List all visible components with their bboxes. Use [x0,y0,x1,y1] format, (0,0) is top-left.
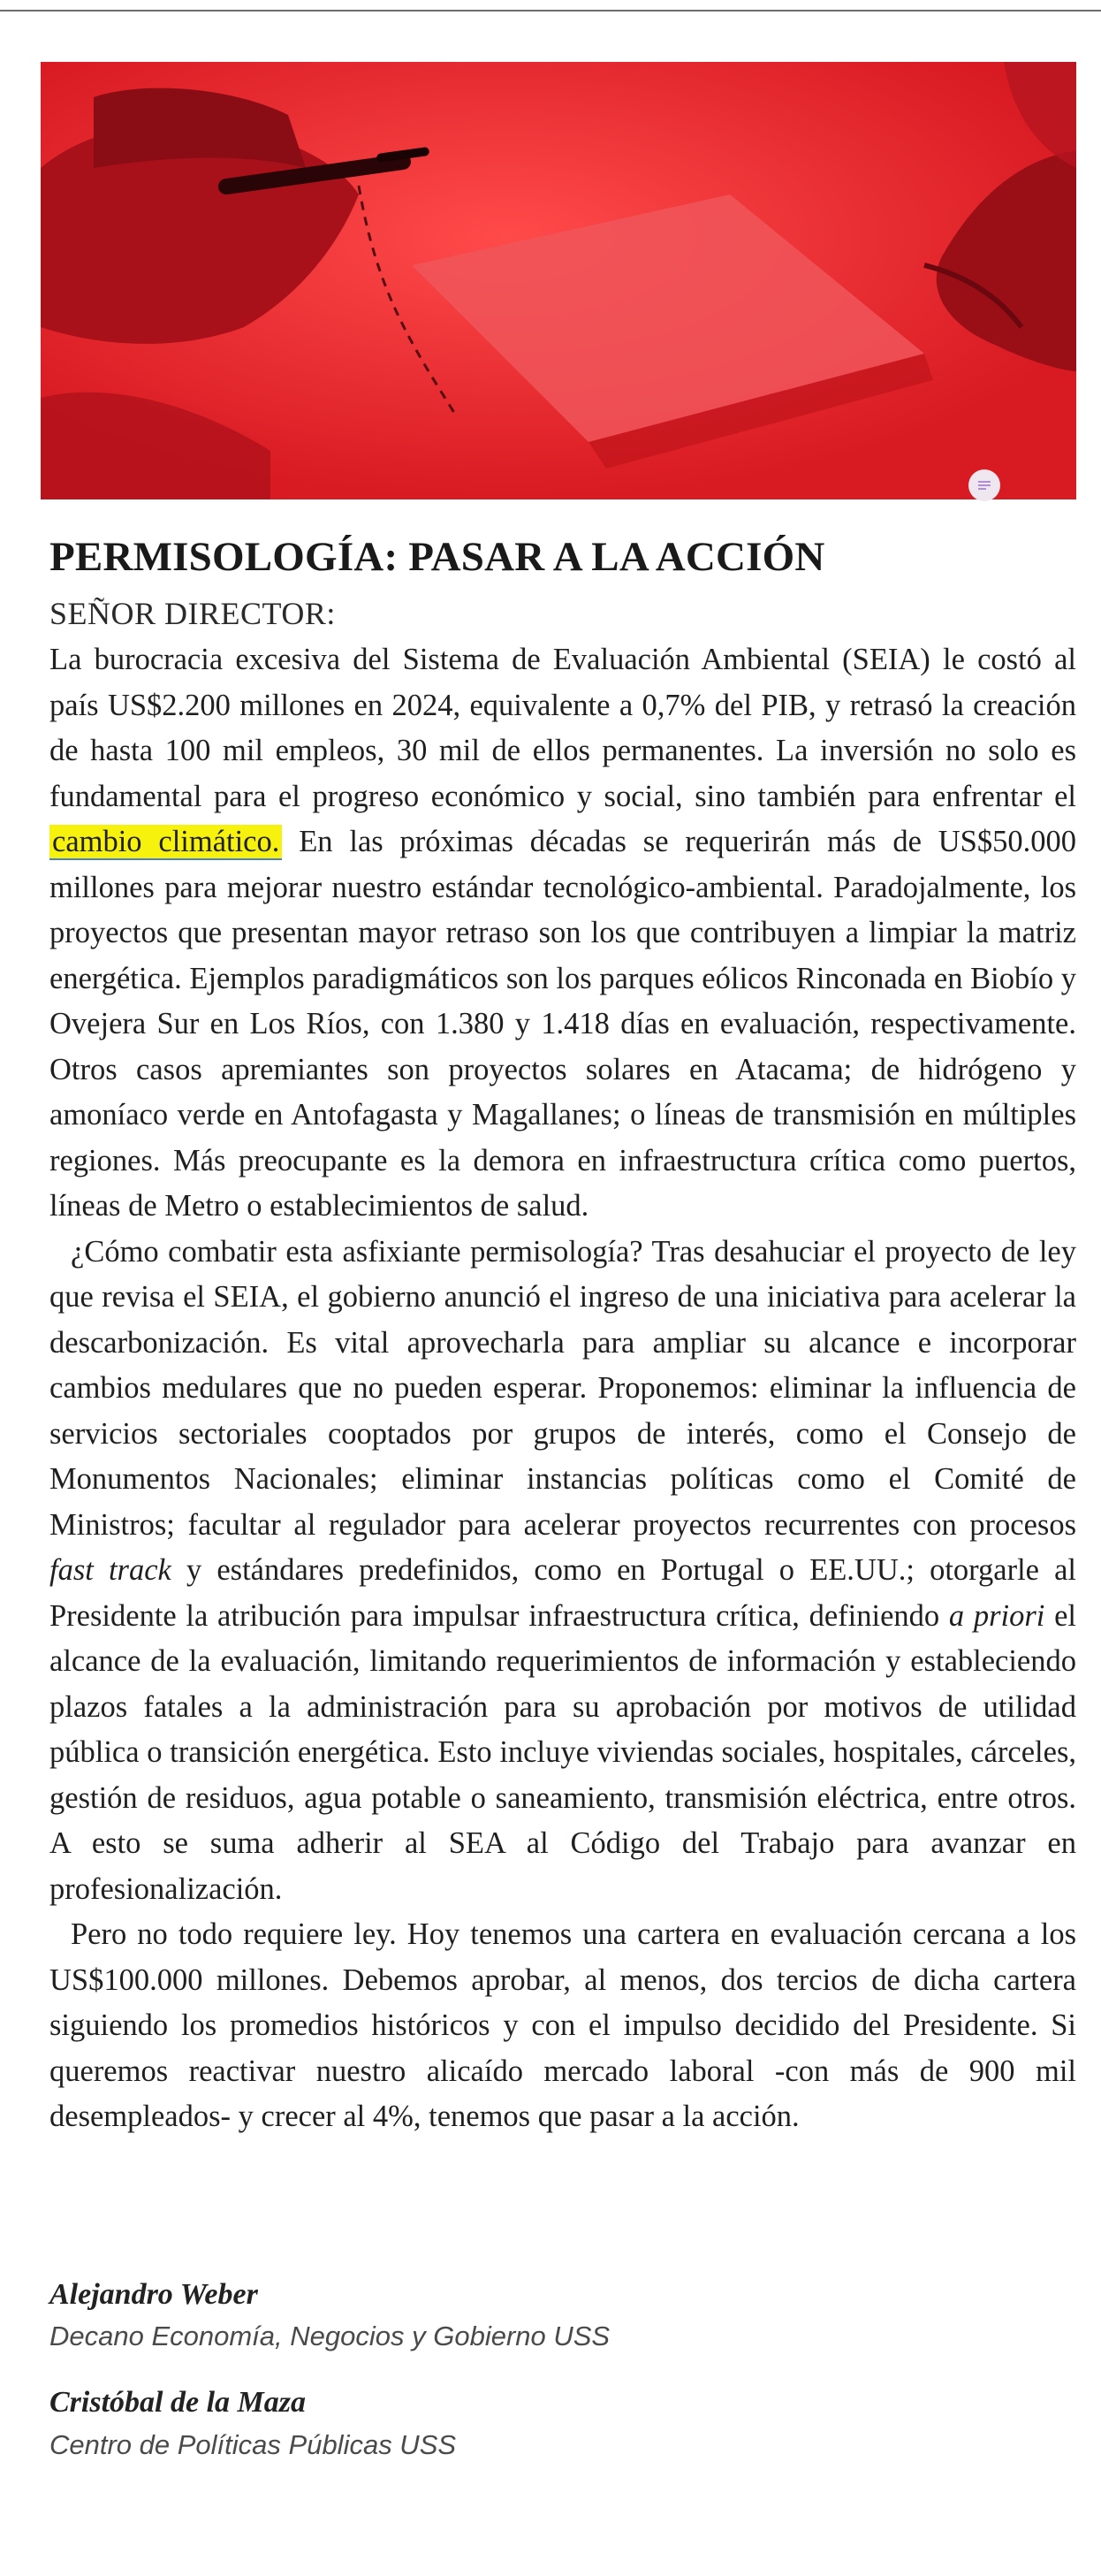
paragraph-2-text-c: el alcance de la evaluación, limitando requerimientos de información y estableciendo plazos fatales a la administración para su aprobación por motivos de utilidad pública o transición energética. Esto incluye viviendas sociales, hospitales, cárceles, gestión de residuos, agua potable o saneamiento, transmisión eléctrica, entre otros. A esto se suma adherir al SEA al Código del Trabajo para avanzar en profesionalización. [49,1598,1076,1906]
paragraph-1-text-a: La burocracia excesiva del Sistema de Evaluación Ambiental (SEIA) le costó al país US$2.200 millones en 2024, equivalente a 0,7% del PIB, y retrasó la creación de hasta 100 mil empleos, 30 mil de ellos permanentes. La inversión no solo es fundamental para el progreso económico y social, sino también para enfrentar el [49,643,1076,813]
author-role: Centro de Políticas Públicas USS [49,2429,457,2460]
paragraph-1-text-b: En las próximas décadas se requerirán más de US$50.000 millones para mejorar nuestro estándar tecnológico-ambiental. Paradojalmente, los proyectos que presentan mayor retraso son los que contribuyen a limpiar la matriz energética. Ejemplos paradigmáticos son los parques eólicos Rinconada en Biobío y Ovejera Sur en Los Ríos, con 1.380 y 1.418 días en evaluación, respectivamente. Otros casos apremiantes son proyectos solares en Atacama; de hidrógeno y amoníaco verde en Antofagasta y Magallanes; o líneas de transmisión en múltiples regiones. Más preocupante es la demora en infraestructura crítica como puertos, líneas de Metro o establecimientos de salud. [49,825,1076,1223]
paragraph-2-text-a: ¿Cómo combatir esta asfixiante permisología? Tras desahuciar el proyecto de ley que revisa el SEIA, el gobierno anunció el ingreso de una iniciativa para acelerar la descarbonización. Es vital aprovecharla para ampliar su alcance e incorporar cambios medulares que no pueden esperar. Proponemos: eliminar la influencia de servicios sectoriales cooptados por grupos de interés, como el Consejo de Monumentos Nacionales; eliminar instancias políticas como el Comité de Ministros; facultar al regulador para acelerar proyectos recurrentes con procesos [49,1234,1076,1542]
author-role: Decano Economía, Negocios y Gobierno USS [49,2321,611,2351]
author-name: Alejandro Weber [49,2278,258,2311]
highlighted-text[interactable]: cambio climático. [49,825,282,860]
top-divider [0,10,1101,11]
paragraph-2 [49,1230,1076,1913]
paragraph-1 [49,637,1076,1230]
headline: PERMISOLOGÍA: PASAR A LA ACCIÓN [49,534,825,580]
paragraph-2-text-b: y estándares predefinidos, como en Portugal o EE.UU.; otorgarle al Presidente la atribución para impulsar infraestructura crítica, definiendo [49,1553,1077,1633]
salutation: SEÑOR DIRECTOR: [49,596,336,631]
paragraph-2-italic-2: a priori [948,1598,1045,1633]
paragraph-2-italic-1: fast track [49,1553,171,1587]
author-name: Cristóbal de la Maza [49,2386,306,2419]
note-marker[interactable] [968,469,1000,501]
article-photo [41,62,1076,499]
paragraph-3: Pero no todo requiere ley. Hoy tenemos una cartera en evaluación cercana a los US$100.000 millones. Debemos aprobar, al menos, dos tercios de dicha cartera siguiendo los promedios históricos y con el impulso decidido del Presidente. Si queremos reactivar nuestro alicaído mercado laboral -con más de 900 mil desempleados- y crecer al 4%, tenemos que pasar a la acción. [49,1917,1076,2133]
note-icon [977,479,991,492]
letter-body [49,637,1076,2140]
